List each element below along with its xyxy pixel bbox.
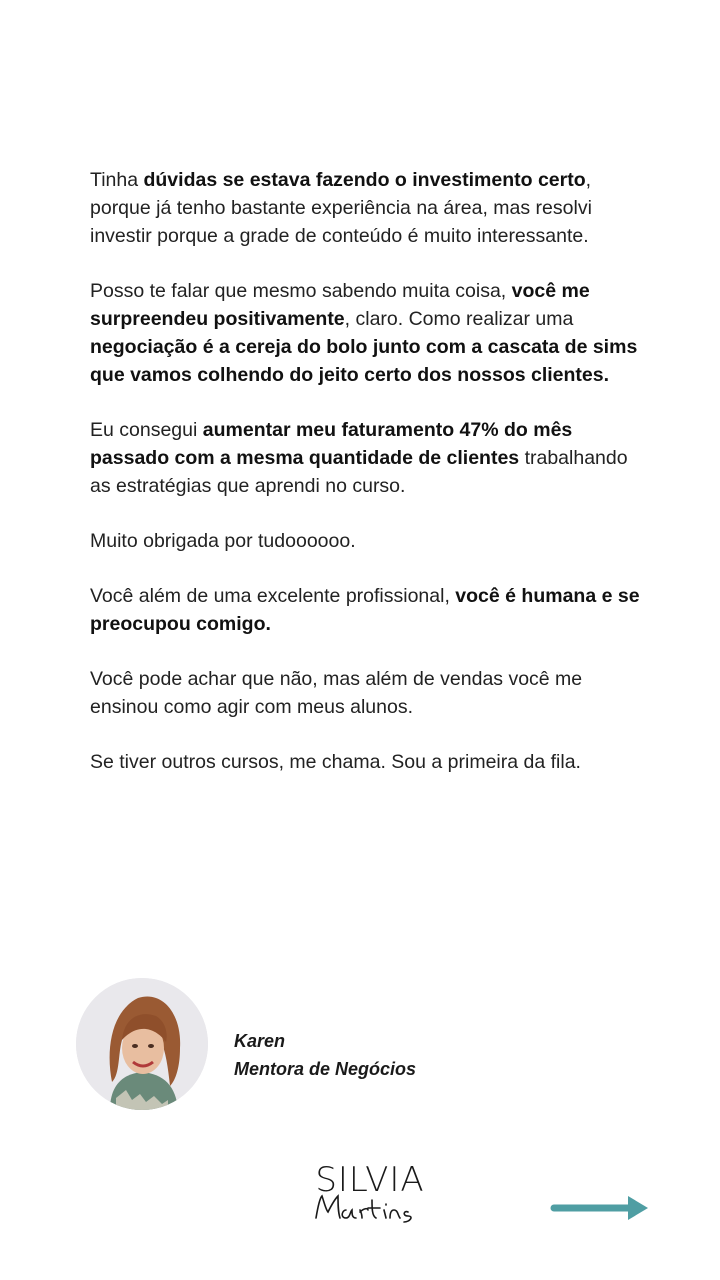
text: Muito obrigada por tudoooooo.	[90, 530, 356, 552]
text: Posso te falar que mesmo sabendo muita coisa,	[90, 280, 512, 302]
text: Você além de uma excelente profissional,	[90, 585, 456, 607]
bold-text: você me surpreendeu positivamente	[90, 280, 590, 330]
brand-logo	[300, 1160, 440, 1226]
text: , claro. Como realizar uma	[344, 308, 574, 330]
avatar-photo	[76, 978, 208, 1110]
testimonial-paragraph	[90, 665, 650, 721]
text: Eu consegui	[90, 419, 203, 441]
author-signature	[234, 1027, 416, 1083]
text: Se tiver outros cursos, me chama. Sou a primeira da fila.	[90, 751, 581, 773]
text: , porque já tenho bastante experiência na área, mas resolvi investir porque a grade de conteúdo é muito interessante.	[90, 169, 592, 247]
testimonial-text	[90, 166, 650, 803]
bold-text: negociação é a cereja do bolo junto com a cascata de sims que vamos colhendo do jeito certo dos nossos clientes.	[90, 336, 638, 386]
avatar	[76, 978, 208, 1110]
bold-text: aumentar meu faturamento 47% do mês passado com a mesma quantidade de clientes	[90, 419, 573, 469]
author-name: Karen	[234, 1031, 286, 1051]
testimonial-paragraph	[90, 277, 650, 389]
text: Tinha	[90, 169, 144, 191]
testimonial-paragraph	[90, 416, 650, 500]
bold-text: dúvidas se estava fazendo o investimento certo	[143, 169, 586, 191]
testimonial-paragraph	[90, 748, 650, 776]
testimonial-paragraph	[90, 582, 650, 638]
arrow-right-icon[interactable]	[550, 1192, 652, 1224]
testimonial-paragraph	[90, 166, 650, 250]
testimonial-paragraph	[90, 527, 650, 555]
logo-wordmark: SILVIA	[315, 1160, 425, 1200]
logo-script	[310, 1188, 430, 1226]
text: Você pode achar que não, mas além de vendas você me ensinou como agir com meus alunos.	[90, 668, 583, 718]
author-role: Mentora de Negócios	[234, 1059, 417, 1079]
text: trabalhando as estratégias que aprendi no curso.	[90, 447, 628, 497]
bold-text: você é humana e se preocupou comigo.	[90, 585, 640, 635]
